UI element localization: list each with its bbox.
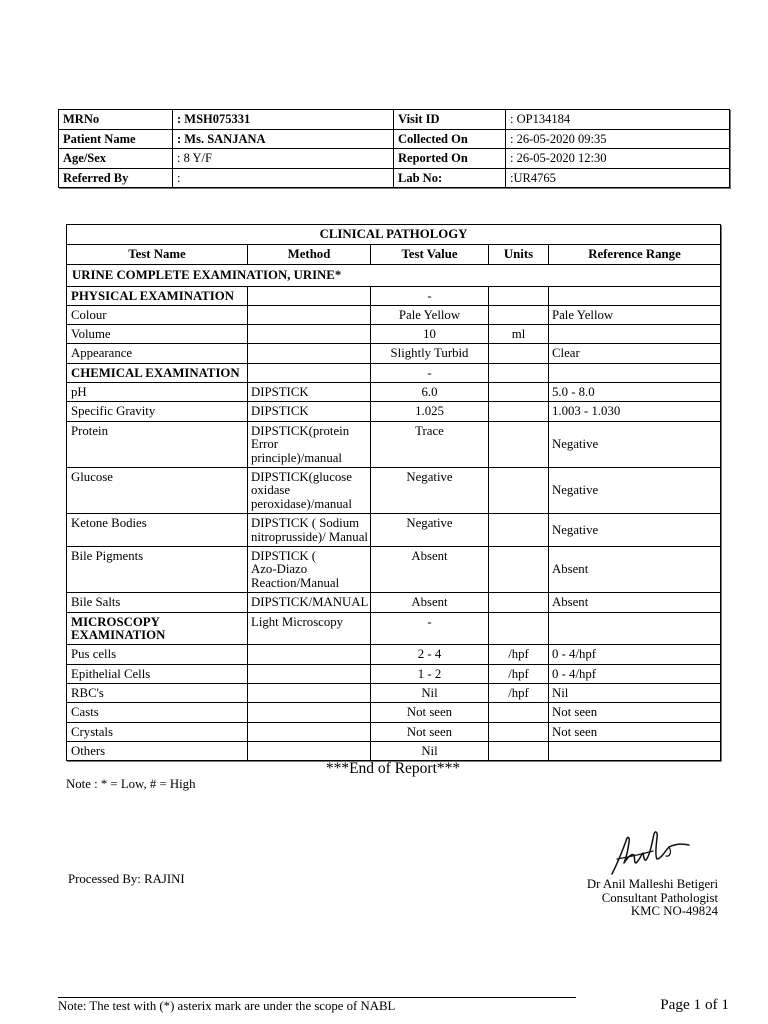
units-cell: ml [489,325,549,344]
test-row [67,421,721,467]
patient-info-row [59,149,730,169]
section-heading-row [67,363,721,382]
section-title: CHEMICAL EXAMINATION [67,363,248,382]
referred-by-label: Referred By [59,168,173,188]
section-title: MICROSCOPY EXAMINATION [67,612,248,645]
reference-range-cell: Absent [549,546,721,592]
column-header-units: Units [489,244,549,264]
test-name-cell: RBC's [67,683,248,702]
method-cell: DIPSTICK/MANUAL [248,593,371,612]
reference-range-cell [549,741,721,760]
column-header-test-name: Test Name [67,244,248,264]
collected-on-value: : 26-05-2020 09:35 [506,129,730,149]
processed-by: Processed By: RAJINI [68,872,185,886]
test-row [67,703,721,722]
report-table [66,224,721,761]
test-value-cell: Nil [371,683,489,702]
signatory-designation: Consultant Pathologist [601,890,718,905]
units-cell [489,546,549,592]
test-value-cell: Negative [371,514,489,547]
method-cell: DIPSTICK [248,402,371,421]
units-cell: /hpf [489,664,549,683]
section-title: PHYSICAL EXAMINATION [67,286,248,305]
column-header-row [67,244,721,264]
test-value-cell: 2 - 4 [371,645,489,664]
units-cell [489,363,549,382]
nabl-note: Note: The test with (*) asterix mark are under the scope of NABL [58,999,396,1013]
units-cell [489,421,549,467]
method-cell [248,305,371,324]
column-header-reference-range: Reference Range [549,244,721,264]
method-cell: Light Microscopy [248,612,371,645]
department-row [67,225,721,245]
test-row [67,305,721,324]
footer-divider [58,997,576,998]
reference-range-cell: Not seen [549,703,721,722]
units-cell: /hpf [489,683,549,702]
section-heading-row [67,286,721,305]
reference-range-cell: Clear [549,344,721,363]
test-name-cell: Glucose [67,467,248,513]
test-value-cell: Not seen [371,703,489,722]
reference-range-cell: 0 - 4/hpf [549,645,721,664]
patient-info-row [59,168,730,188]
signatory-name: Dr Anil Malleshi Betigeri [586,877,718,891]
test-value-cell: Pale Yellow [371,305,489,324]
test-value-cell: Nil [371,741,489,760]
method-cell [248,344,371,363]
test-value-cell: Not seen [371,722,489,741]
test-row [67,546,721,592]
test-name-cell: Epithelial Cells [67,664,248,683]
test-name-cell: Others [67,741,248,760]
units-cell [489,722,549,741]
units-cell [489,305,549,324]
lab-no-label: Lab No: [394,168,506,188]
test-value-cell: 1.025 [371,402,489,421]
test-name-cell: Protein [67,421,248,467]
method-cell: DIPSTICK(protein Error principle)/manual [248,421,371,467]
reference-range-cell: Nil [549,683,721,702]
units-cell [489,467,549,513]
test-value-cell: Absent [371,593,489,612]
test-row [67,683,721,702]
age-sex-label: Age/Sex [59,149,173,169]
method-cell: DIPSTICK ( Azo-Diazo Reaction/Manual [248,546,371,592]
department-title: CLINICAL PATHOLOGY [67,225,721,245]
visit-id-value: : OP134184 [506,110,730,130]
test-row [67,664,721,683]
signatory-registration: KMC NO-49824 [630,904,718,918]
page-number: Page 1 of 1 [660,996,729,1013]
test-name-cell: Crystals [67,722,248,741]
test-row [67,402,721,421]
test-row [67,722,721,741]
reference-range-cell: Negative [549,514,721,547]
test-name-cell: Casts [67,703,248,722]
test-value-cell: Slightly Turbid [371,344,489,363]
test-name-cell: Colour [67,305,248,324]
test-row [67,382,721,401]
test-row [67,593,721,612]
test-value-cell: Trace [371,421,489,467]
method-cell [248,664,371,683]
units-cell: /hpf [489,645,549,664]
test-value-cell: - [371,286,489,305]
investigation-row [67,264,721,286]
signature [608,828,692,878]
reported-on-value: : 26-05-2020 12:30 [506,149,730,169]
test-row [67,344,721,363]
units-cell [489,402,549,421]
section-heading-row [67,612,721,645]
test-name-cell: pH [67,382,248,401]
method-cell [248,325,371,344]
patient-info-table [58,109,730,188]
method-cell [248,286,371,305]
test-value-cell: 6.0 [371,382,489,401]
units-cell [489,344,549,363]
signatory-block [518,878,718,919]
method-cell: DIPSTICK [248,382,371,401]
units-cell [489,286,549,305]
test-value-cell: 10 [371,325,489,344]
units-cell [489,703,549,722]
test-row [67,325,721,344]
collected-on-label: Collected On [394,129,506,149]
referred-by-value: : [173,168,394,188]
method-cell [248,645,371,664]
units-cell [489,593,549,612]
test-value-cell: - [371,612,489,645]
mrno-value: : MSH075331 [173,110,394,130]
units-cell [489,741,549,760]
patient-info-row [59,110,730,130]
test-name-cell: Bile Salts [67,593,248,612]
test-row [67,467,721,513]
units-cell [489,382,549,401]
reference-range-cell: 0 - 4/hpf [549,664,721,683]
reference-range-cell: Negative [549,421,721,467]
reference-range-cell: 1.003 - 1.030 [549,402,721,421]
test-name-cell: Volume [67,325,248,344]
visit-id-label: Visit ID [394,110,506,130]
reference-range-cell: Negative [549,467,721,513]
method-cell [248,683,371,702]
method-cell [248,722,371,741]
test-row [67,514,721,547]
test-value-cell: 1 - 2 [371,664,489,683]
column-header-method: Method [248,244,371,264]
test-name-cell: Bile Pigments [67,546,248,592]
reference-range-cell: 5.0 - 8.0 [549,382,721,401]
reference-range-cell [549,612,721,645]
method-cell [248,741,371,760]
patient-name-label: Patient Name [59,129,173,149]
units-cell [489,612,549,645]
test-value-cell: Absent [371,546,489,592]
patient-info-row [59,129,730,149]
test-name-cell: Appearance [67,344,248,363]
reference-range-cell: Not seen [549,722,721,741]
reference-range-cell [549,363,721,382]
reference-range-cell: Absent [549,593,721,612]
test-value-cell: - [371,363,489,382]
age-sex-value: : 8 Y/F [173,149,394,169]
method-cell [248,703,371,722]
method-cell [248,363,371,382]
method-cell: DIPSTICK(glucose oxidase peroxidase)/manual [248,467,371,513]
flag-note: Note : * = Low, # = High [66,777,196,791]
end-of-report: ***End of Report*** [325,760,461,777]
investigation-title: URINE COMPLETE EXAMINATION, URINE* [67,264,721,286]
lab-no-value: :UR4765 [506,168,730,188]
reported-on-label: Reported On [394,149,506,169]
test-row [67,741,721,760]
report-body [67,286,721,761]
test-row [67,645,721,664]
test-name-cell: Pus cells [67,645,248,664]
reference-range-cell [549,325,721,344]
mrno-label: MRNo [59,110,173,130]
test-name-cell: Ketone Bodies [67,514,248,547]
column-header-test-value: Test Value [371,244,489,264]
units-cell [489,514,549,547]
test-name-cell: Specific Gravity [67,402,248,421]
reference-range-cell [549,286,721,305]
method-cell: DIPSTICK ( Sodium nitroprusside)/ Manual [248,514,371,547]
patient-name-value: : Ms. SANJANA [173,129,394,149]
reference-range-cell: Pale Yellow [549,305,721,324]
test-value-cell: Negative [371,467,489,513]
